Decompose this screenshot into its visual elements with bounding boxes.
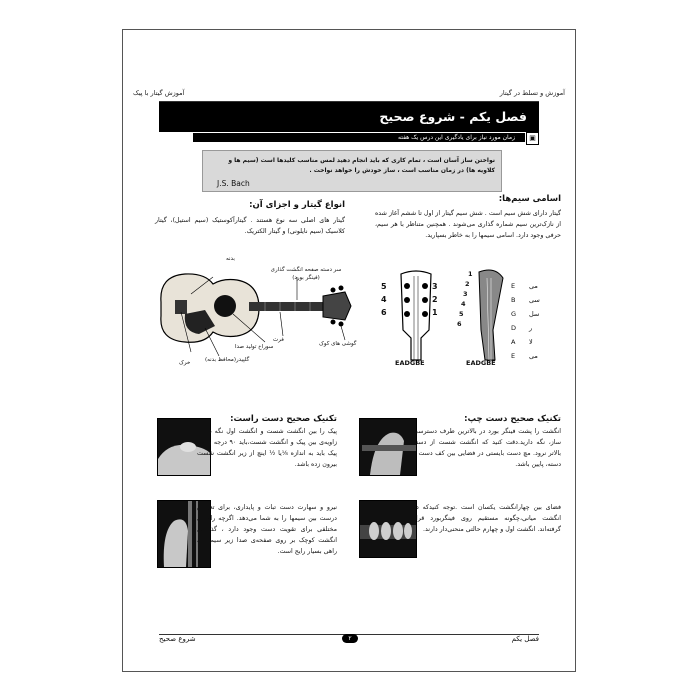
left-hand-heading: تکنیک صحیح دست چپ: xyxy=(464,414,561,424)
string-number: 3 xyxy=(463,290,468,298)
footer-chapter-title: فصل یکم xyxy=(511,635,539,643)
left-hand-photo-1 xyxy=(359,418,417,476)
note-row: B سی xyxy=(511,296,540,304)
left-hand-body-1: انگشت را پشت فینگر بورد در بالاترین طرف دسترسی ساز، نگه دارید.دقت کنید که انگشت شست از دسته بالاتر نرود. مچ دست بایستی در فضایی بین کف دست و دسته، پایین باشد. xyxy=(413,428,561,468)
left-hand-photo-2 xyxy=(359,500,417,558)
string-names-body: گیتار دارای شش سیم است . شش سیم گیتار از اول تا ششم آغاز شده از نازک‌ترین سیم شماره گذاری می‌شوند . همچنین متناظر با هر سیم، حرفی وجود دارد. اسامی سیمها را به خاطر بسپارید. xyxy=(375,210,561,239)
label-pickguard: گلپیدر(محافظ بدنه) xyxy=(205,357,250,363)
label-fret: فرت xyxy=(273,337,284,343)
string-number: 2 xyxy=(432,295,438,304)
string-number: 2 xyxy=(465,280,470,288)
string-number: 5 xyxy=(381,282,387,291)
note-row: E می xyxy=(511,282,538,290)
right-hand-body-2: نیرو و سهارت دست تبات و پایداری، برای تعویض درست بین سیمها را به شما می‌دهد. اگرچه راه‌های مختلفی برای تقویت دست وجود دارد ، گذاشتن انگشت کوچک بر روی صفحه‌ی صدا زیر سیم اول راهی بسیار رایج است. xyxy=(197,504,337,555)
note-row: D ر xyxy=(511,324,533,332)
label-tuning-pegs: گوشی های کوک xyxy=(319,341,357,347)
time-note: زمان مورد نیاز برای یادگیری این درس یک هفته xyxy=(398,134,515,141)
headstock-side xyxy=(479,270,503,360)
note-row: G سل xyxy=(511,310,540,318)
string-names-heading: اسامی سیم‌ها: xyxy=(498,194,561,204)
chapter-title: فصل یکم - شروع صحیح xyxy=(379,109,527,124)
book-page xyxy=(122,29,576,672)
chapter-title-bar xyxy=(159,102,539,132)
label-fretboard: سر دسته صفحه انگشت گذاری (فینگر بورد) xyxy=(270,267,342,281)
string-number: 6 xyxy=(457,320,462,328)
quote-box xyxy=(202,150,502,192)
tuning-label: EADGBE xyxy=(395,359,425,367)
label-bridge: خرک xyxy=(179,360,191,366)
tuning-label: EADGBE xyxy=(466,359,496,367)
label-soundhole: سوراخ تولید صدا xyxy=(235,344,274,350)
string-number: 4 xyxy=(461,300,466,308)
string-number: 1 xyxy=(432,308,438,317)
quote-author: J.S. Bach xyxy=(217,179,250,188)
quote-text: نواختن ساز آسان است ، تمام کاری که باید انجام دهید لمس مناسب کلیدها است (سیم ها و کلاویه ها) در زمان مناسب است ، ساز خودش را خواهد نواخت . xyxy=(228,157,495,174)
label-body: بدنه xyxy=(226,256,235,262)
page-number: ۲ xyxy=(342,634,358,643)
string-number: 3 xyxy=(432,282,438,291)
left-hand-body-2: فضای بین چهارانگشت یکسان است .توجه کنیدکه دو انگشت میانی،چگونه مستقیم روی فینگربورد قرار گرفته‌اند. انگشت اول و چهارم حالتی منحنی‌دار دارند. xyxy=(413,504,561,533)
running-header-right: آموزش و تسلط در گیتار xyxy=(499,89,565,97)
headstock-front xyxy=(401,271,431,360)
note-row: E می xyxy=(511,352,538,360)
string-number: 4 xyxy=(381,295,387,304)
right-hand-body-1: پیک را بین انگشت شست و انگشت اول نگه دارید. زاویه‌ی بین پیک و انگشت شست،باید ۹۰ درجه باشد. پیک باید به اندازه ⅛یا ½ اینچ از زیر انگشت شست بیرون زده باشد. xyxy=(197,428,337,468)
right-hand-heading: تکنیک صحیح دست راست: xyxy=(230,414,337,424)
footer-section-title: شروع صحیح xyxy=(159,635,196,643)
string-number: 6 xyxy=(381,308,387,317)
running-header-left: آموزش گیتار با پیک xyxy=(133,89,185,97)
guitar-types-heading: انواع گیتار و اجزای آن: xyxy=(249,200,345,210)
note-row: A لا xyxy=(511,338,533,346)
book-icon: ▣ xyxy=(526,132,539,145)
guitar-types-body: گیتار های اصلی سه نوع هستند . گیتارآکوستیک (سیم استیل)، گیتار کلاسیک (سیم نایلونی) و گیتار الکتریک. xyxy=(155,217,345,235)
string-number: 5 xyxy=(459,310,464,318)
string-number: 1 xyxy=(468,270,473,278)
note-list xyxy=(511,282,551,366)
time-note-bar xyxy=(193,133,525,142)
